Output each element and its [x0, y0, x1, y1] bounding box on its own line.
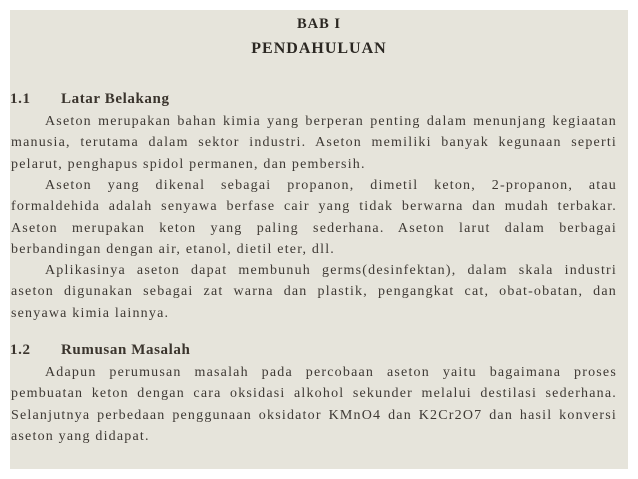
paragraph-1-1-c: Aplikasinya aseton dapat membunuh germs(desinfektan), dalam skala industri aseton digunakan sebagai zat warna dan plastik, pengangkat cat, obat-obatan, dan senyawa kimia lainnya. — [11, 263, 617, 321]
paragraph-1-2-a: Adapun perumusan masalah pada percobaan aseton yaitu bagaimana proses pembuatan keton dengan cara oksidasi alkohol sekunder melalui destilasi sederhana. Selanjutnya perbedaan penggunaan oksidator KMnO4 dan K2Cr2O7 dan hasil konversi aseton yang didapat. — [11, 365, 617, 444]
chapter-title: PENDAHULUAN — [251, 40, 387, 57]
paragraph-1-1-b: Aseton yang dikenal sebagai propanon, dimetil keton, 2-propanon, atau formaldehida adalah senyawa berfase cair yang tidak berwarna dan mudah terbakar. Aseton merupakan keton yang paling sederhana. Aseton larut dalam berbagai berbandingan dengan air, etanol, dietil eter, dll. — [11, 178, 617, 257]
slide-bottom-margin — [10, 454, 628, 469]
document-slide — [10, 10, 628, 469]
section-heading-1-2 — [10, 342, 190, 359]
section-title: Rumusan Masalah — [61, 342, 191, 358]
section-heading-1-1 — [10, 91, 170, 108]
section-title: Latar Belakang — [61, 91, 170, 107]
section-number: 1.1 — [10, 91, 31, 107]
paragraph-1-1-a: Aseton merupakan bahan kimia yang berperan penting dalam menunjang kegiaatan manusia, terutama dalam sektor industri. Aseton memiliki banyak kegunaan seperti pelarut, penghapus spidol permanen, dan pembersih. — [11, 114, 617, 172]
section-number: 1.2 — [10, 342, 31, 358]
chapter-number: BAB I — [296, 16, 342, 32]
